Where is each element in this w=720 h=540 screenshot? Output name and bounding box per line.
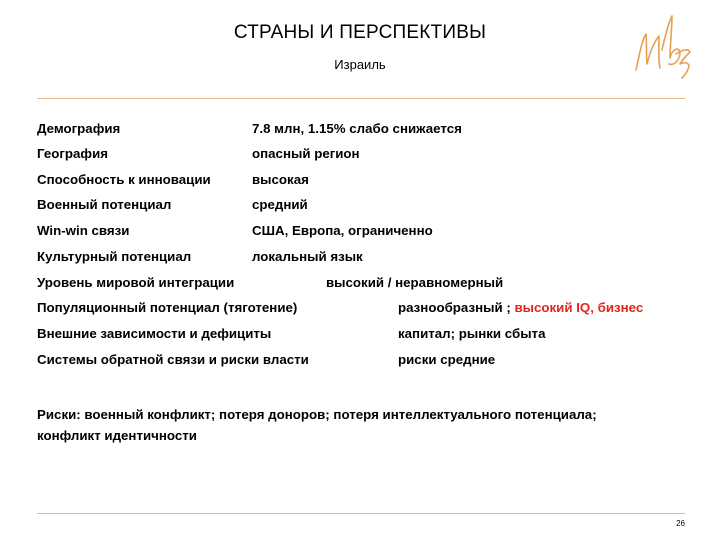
row-label-geography: География <box>37 146 109 161</box>
page-number: 26 <box>676 519 685 528</box>
brand-logo <box>632 12 694 82</box>
risks-paragraph <box>37 404 687 446</box>
row-label-military: Военный потенциал <box>37 197 172 212</box>
row-label-innovation: Способность к инновации <box>37 172 211 187</box>
row-value-geography: опасный регион <box>252 146 360 161</box>
row-label-demography: Демография <box>37 121 121 136</box>
top-divider <box>37 98 685 99</box>
row-value-culture: локальный язык <box>252 249 363 264</box>
row-label-dependencies: Внешние зависимости и дефициты <box>37 326 272 341</box>
row-label-population: Популяционный потенциал (тяготение) <box>37 300 298 315</box>
page-title: СТРАНЫ И ПЕРСПЕКТИВЫ <box>233 22 487 43</box>
row-value-feedback: риски средние <box>398 352 496 367</box>
row-label-integration: Уровень мировой интеграции <box>37 275 235 290</box>
row-value-population-highlight: высокий IQ, бизнес <box>514 300 644 315</box>
row-value-innovation: высокая <box>252 172 309 187</box>
row-value-winwin: США, Европа, ограниченно <box>252 223 433 238</box>
row-label-feedback: Системы обратной связи и риски власти <box>37 352 309 367</box>
row-value-dependencies: капитал; рынки сбыта <box>398 326 546 341</box>
bottom-divider <box>37 513 685 514</box>
row-value-integration: высокий / неравномерный <box>326 275 504 290</box>
row-label-culture: Культурный потенциал <box>37 249 192 264</box>
page-subtitle: Израиль <box>334 57 386 72</box>
row-value-population-plain: разнообразный ; <box>398 300 515 315</box>
row-value-military: средний <box>252 197 308 212</box>
row-value-population <box>398 300 643 316</box>
risks-line-2: конфликт идентичности <box>37 428 197 443</box>
risks-line-1: Риски: военный конфликт; потеря доноров; потеря интеллектуального потенциала; <box>37 407 597 422</box>
row-label-winwin: Win-win связи <box>37 223 130 238</box>
row-value-demography: 7.8 млн, 1.15% слабо снижается <box>252 121 462 136</box>
